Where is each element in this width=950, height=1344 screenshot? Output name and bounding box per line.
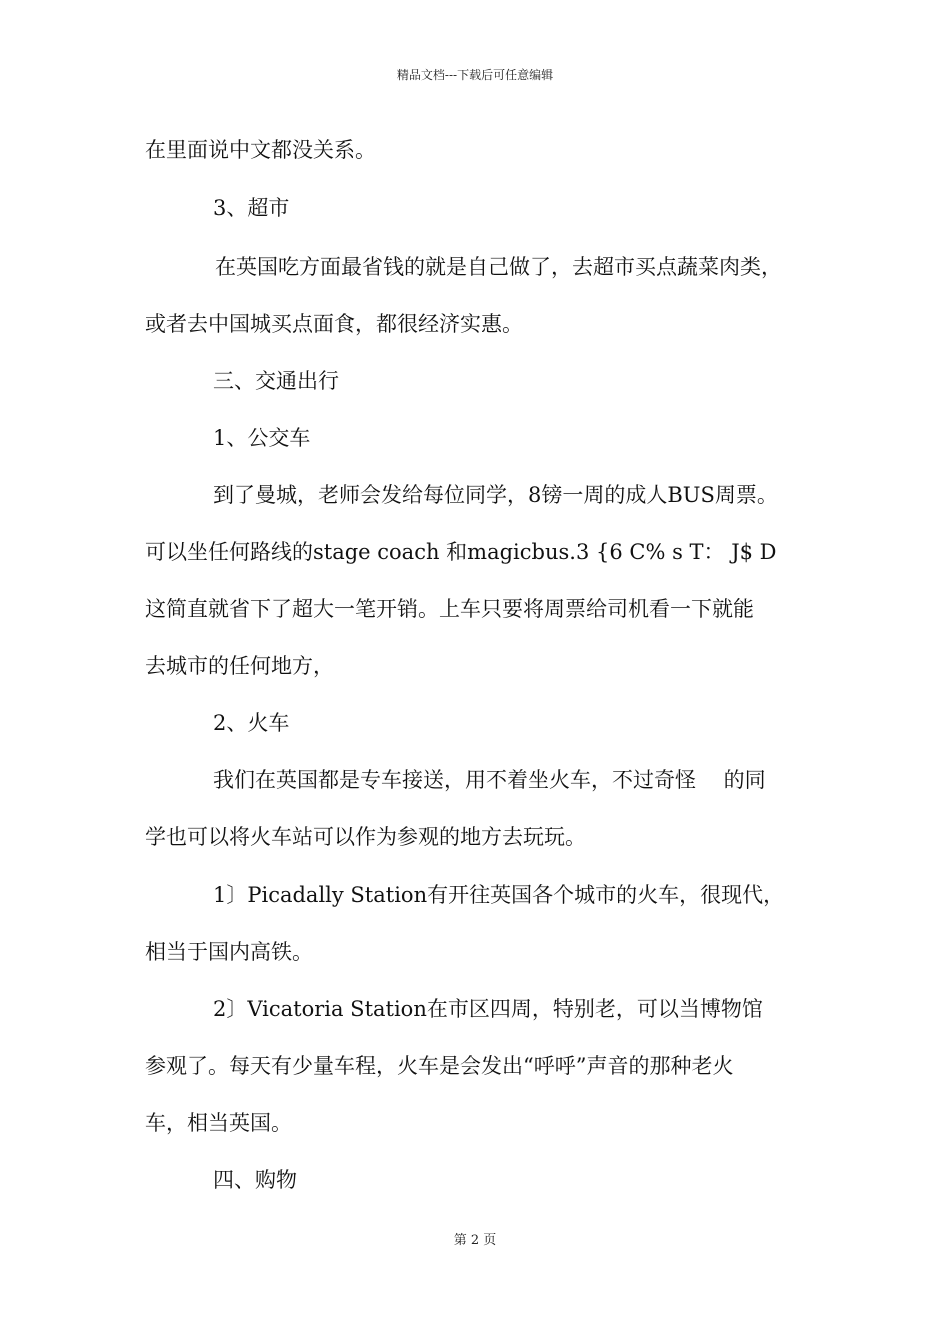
text-line: 1〕Picadally Station有开往英国各个城市的火车，很现代， xyxy=(213,883,785,907)
section-heading: 四、购物 xyxy=(213,1168,297,1192)
text-line: 相当于国内高铁。 xyxy=(145,940,313,964)
page-number: 第 2 页 xyxy=(453,1233,497,1248)
section-heading: 2、火车 xyxy=(213,711,290,735)
text-line: 这简直就省下了超大一笔开销。上车只要将周票给司机看一下就能 xyxy=(145,597,754,621)
text-line: 在英国吃方面最省钱的就是自己做了，去超市买点蔬菜肉类， xyxy=(215,255,782,279)
text-line: 或者去中国城买点面食，都很经济实惠。 xyxy=(145,312,523,336)
text-line: 参观了。每天有少量车程，火车是会发出“呼呼”声音的那种老火 xyxy=(145,1054,734,1078)
text-line: 2〕Vicatoria Station在市区四周，特别老，可以当博物馆 xyxy=(213,997,763,1021)
text-line: 车，相当英国。 xyxy=(145,1111,292,1135)
text-line: 到了曼城，老师会发给每位同学，8镑一周的成人BUS周票。 xyxy=(213,483,778,507)
text-line: 可以坐任何路线的stage coach 和magicbus.3 {6 C% s T： J$ D xyxy=(145,540,777,564)
text-line: 在里面说中文都没关系。 xyxy=(145,138,376,162)
text-line: 去城市的任何地方， xyxy=(145,654,334,678)
page-header: 精品文档---下载后可任意编辑 xyxy=(396,68,554,82)
section-heading: 三、交通出行 xyxy=(213,369,339,393)
text-line: 我们在英国都是专车接送，用不着坐火车，不过奇怪 的同 xyxy=(213,768,766,792)
section-heading: 3、超市 xyxy=(213,196,290,220)
text-line: 学也可以将火车站可以作为参观的地方去玩玩。 xyxy=(145,825,586,849)
section-heading: 1、公交车 xyxy=(213,426,311,450)
